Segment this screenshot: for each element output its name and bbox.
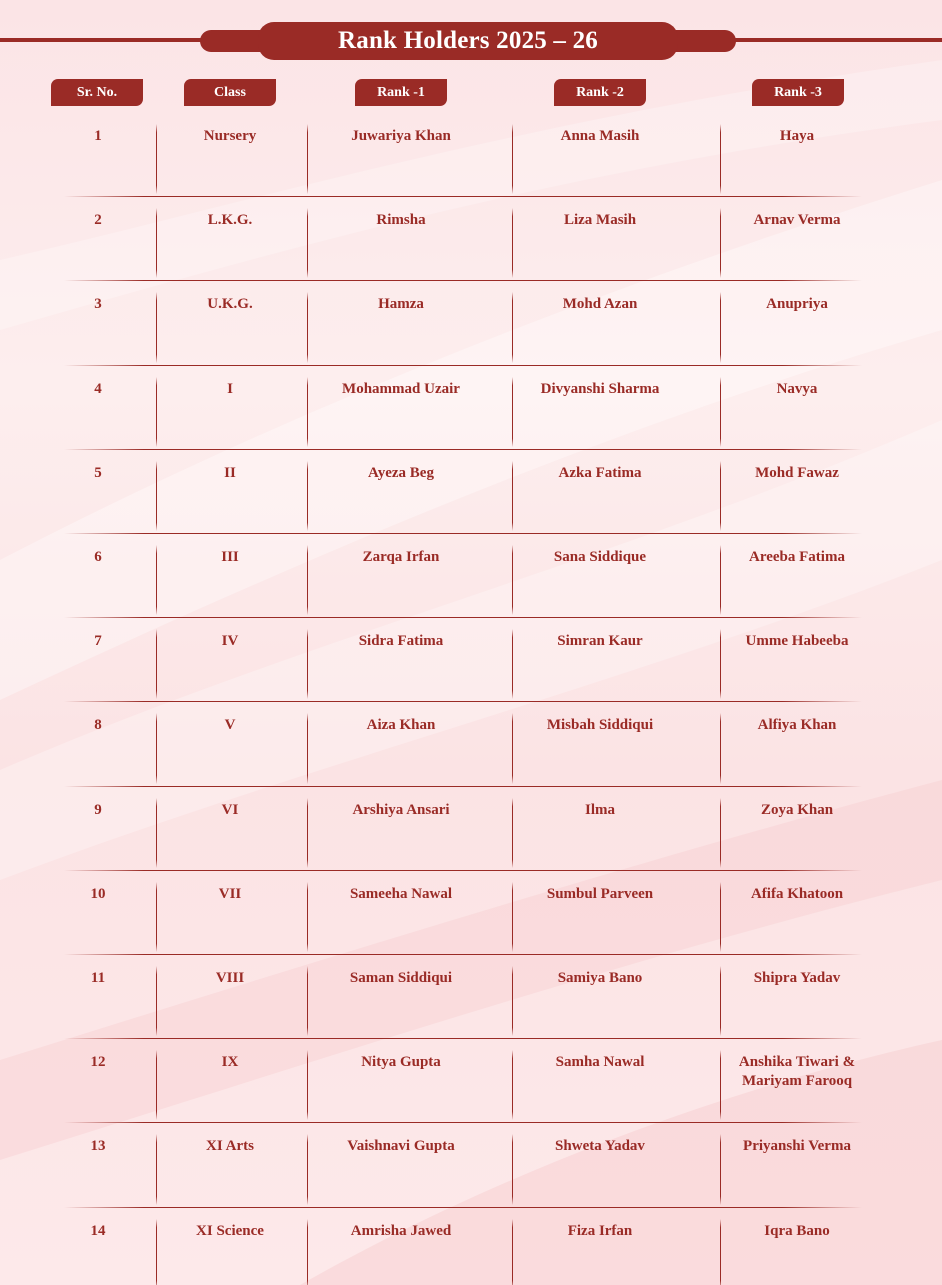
column-divider	[512, 882, 513, 952]
column-divider	[720, 1219, 721, 1285]
cell-rank-3: Afifa Khatoon	[750, 885, 844, 902]
cell-class: VI	[221, 801, 239, 818]
cell-rank-3: Anshika Tiwari & Mariyam Farooq	[738, 1054, 856, 1090]
cell-rank-2: Mohd Azan	[562, 296, 638, 313]
column-divider	[307, 1219, 308, 1285]
cell-rank-1: Saman Siddiqui	[349, 970, 453, 986]
column-divider	[307, 1050, 308, 1120]
cell-rank-2: Sana Siddique	[553, 549, 647, 565]
cell-rank-3: Priyanshi Verma	[743, 1138, 851, 1155]
cell-rank-1: Juwariya Khan	[351, 128, 451, 144]
cell-rank-3: Alfiya Khan	[757, 717, 837, 734]
column-divider	[156, 629, 157, 699]
column-divider	[307, 882, 308, 952]
cell-rank-3: Zoya Khan	[760, 801, 834, 818]
column-divider	[720, 882, 721, 952]
column-divider	[307, 629, 308, 699]
cell-sr: 1	[94, 128, 102, 144]
row-divider	[64, 1207, 862, 1208]
cell-class: Nursery	[203, 128, 257, 144]
cell-sr: 12	[90, 1054, 106, 1071]
column-divider	[156, 208, 157, 278]
row-divider	[64, 196, 862, 197]
column-divider	[307, 461, 308, 531]
column-divider	[307, 545, 308, 615]
cell-rank-2: Samha Nawal	[555, 1054, 645, 1071]
row-divider	[64, 786, 862, 787]
cell-rank-1: Mohammad Uzair	[342, 380, 460, 397]
row-divider	[64, 954, 862, 955]
cell-sr: 3	[94, 296, 102, 313]
header-class: Class	[184, 79, 276, 106]
column-divider	[307, 292, 308, 362]
cell-rank-1: Nitya Gupta	[361, 1054, 441, 1071]
column-divider	[720, 292, 721, 362]
cell-rank-3: Navya	[776, 380, 818, 397]
cell-rank-1: Sidra Fatima	[358, 633, 444, 650]
cell-sr: 7	[94, 633, 102, 650]
column-divider	[156, 966, 157, 1036]
cell-rank-2: Shweta Yadav	[555, 1138, 645, 1155]
cell-rank-3: Haya	[779, 128, 815, 144]
cell-rank-2: Fiza Irfan	[567, 1222, 633, 1239]
column-divider	[720, 545, 721, 615]
column-divider	[307, 713, 308, 783]
column-divider	[156, 377, 157, 447]
cell-rank-2: Liza Masih	[563, 212, 637, 229]
column-divider	[512, 713, 513, 783]
cell-class: II	[224, 464, 236, 481]
cell-class: III	[221, 549, 239, 565]
column-divider	[512, 124, 513, 194]
column-divider	[156, 461, 157, 531]
cell-rank-3: Areeba Fatima	[749, 549, 845, 565]
column-divider	[720, 966, 721, 1036]
title-banner	[258, 22, 678, 60]
cell-rank-2: Samiya Bano	[557, 970, 643, 986]
column-divider	[720, 629, 721, 699]
row-divider	[64, 1038, 862, 1039]
cell-sr: 9	[94, 801, 102, 818]
row-divider	[64, 701, 862, 702]
cell-rank-2: Anna Masih	[560, 128, 640, 144]
column-divider	[512, 1219, 513, 1285]
cell-sr: 13	[90, 1138, 106, 1155]
column-divider	[156, 798, 157, 868]
cell-sr: 8	[94, 717, 102, 734]
column-divider	[720, 208, 721, 278]
column-divider	[307, 798, 308, 868]
cell-class: XI Science	[196, 1222, 264, 1239]
cell-class: VIII	[215, 970, 245, 986]
column-divider	[512, 966, 513, 1036]
cell-rank-1: Rimsha	[376, 212, 426, 229]
row-divider	[64, 617, 862, 618]
cell-sr: 2	[94, 212, 102, 229]
row-divider	[64, 533, 862, 534]
cell-rank-3: Mohd Fawaz	[755, 464, 839, 481]
column-divider	[720, 124, 721, 194]
cell-rank-1: Aiza Khan	[366, 717, 436, 734]
cell-rank-3: Shipra Yadav	[753, 970, 841, 986]
column-divider	[512, 461, 513, 531]
column-divider	[720, 1134, 721, 1204]
cell-rank-1: Sameeha Nawal	[349, 885, 453, 902]
header-rank-3: Rank -3	[752, 79, 844, 106]
column-divider	[720, 713, 721, 783]
column-divider	[156, 1050, 157, 1120]
cell-rank-1: Vaishnavi Gupta	[347, 1138, 455, 1155]
header-sr-no: Sr. No.	[51, 79, 143, 106]
cell-class: IX	[221, 1054, 239, 1071]
column-divider	[156, 1219, 157, 1285]
cell-rank-3: Arnav Verma	[753, 212, 841, 229]
cell-sr: 10	[90, 885, 106, 902]
column-divider	[720, 461, 721, 531]
column-divider	[307, 966, 308, 1036]
column-divider	[307, 1134, 308, 1204]
cell-class: XI Arts	[206, 1138, 254, 1155]
cell-rank-3: Umme Habeeba	[745, 633, 849, 650]
column-divider	[720, 377, 721, 447]
cell-sr: 11	[90, 970, 106, 986]
cell-rank-1: Amrisha Jawed	[350, 1222, 452, 1239]
column-divider	[156, 545, 157, 615]
column-divider	[512, 292, 513, 362]
column-divider	[156, 882, 157, 952]
column-divider	[307, 208, 308, 278]
cell-sr: 4	[94, 380, 102, 397]
cell-rank-2: Ilma	[585, 801, 615, 818]
cell-rank-1: Arshiya Ansari	[352, 801, 450, 818]
cell-rank-1: Hamza	[378, 296, 424, 313]
row-divider	[64, 280, 862, 281]
cell-class: U.K.G.	[207, 296, 253, 313]
header-rank-1: Rank -1	[355, 79, 447, 106]
cell-rank-1: Zarqa Irfan	[362, 549, 440, 565]
column-divider	[512, 1134, 513, 1204]
cell-class: V	[224, 717, 236, 734]
cell-rank-3: Anupriya	[766, 296, 828, 313]
cell-class: L.K.G.	[207, 212, 253, 229]
column-divider	[512, 208, 513, 278]
cell-sr: 6	[94, 549, 102, 565]
column-divider	[512, 629, 513, 699]
cell-rank-2: Divyanshi Sharma	[540, 380, 660, 397]
cell-class: I	[227, 380, 233, 397]
column-divider	[156, 1134, 157, 1204]
cell-rank-2: Azka Fatima	[558, 464, 642, 481]
column-divider	[512, 1050, 513, 1120]
column-divider	[156, 124, 157, 194]
column-divider	[156, 292, 157, 362]
row-divider	[64, 870, 862, 871]
cell-class: VII	[218, 885, 242, 902]
column-divider	[512, 377, 513, 447]
column-divider	[720, 798, 721, 868]
row-divider	[64, 449, 862, 450]
column-divider	[720, 1050, 721, 1120]
column-divider	[512, 545, 513, 615]
column-divider	[307, 124, 308, 194]
cell-rank-2: Simran Kaur	[557, 633, 643, 650]
column-divider	[307, 377, 308, 447]
row-divider	[64, 1122, 862, 1123]
column-divider	[512, 798, 513, 868]
cell-rank-3: Iqra Bano	[764, 1222, 830, 1239]
cell-rank-2: Misbah Siddiqui	[546, 717, 654, 734]
column-divider	[156, 713, 157, 783]
row-divider	[64, 365, 862, 366]
cell-rank-2: Sumbul Parveen	[546, 885, 654, 902]
cell-rank-1: Ayeza Beg	[368, 464, 434, 481]
page-title: Rank Holders 2025 – 26	[338, 27, 598, 54]
cell-class: IV	[221, 633, 239, 650]
cell-sr: 14	[90, 1222, 106, 1239]
header-rank-2: Rank -2	[554, 79, 646, 106]
cell-sr: 5	[94, 464, 102, 481]
